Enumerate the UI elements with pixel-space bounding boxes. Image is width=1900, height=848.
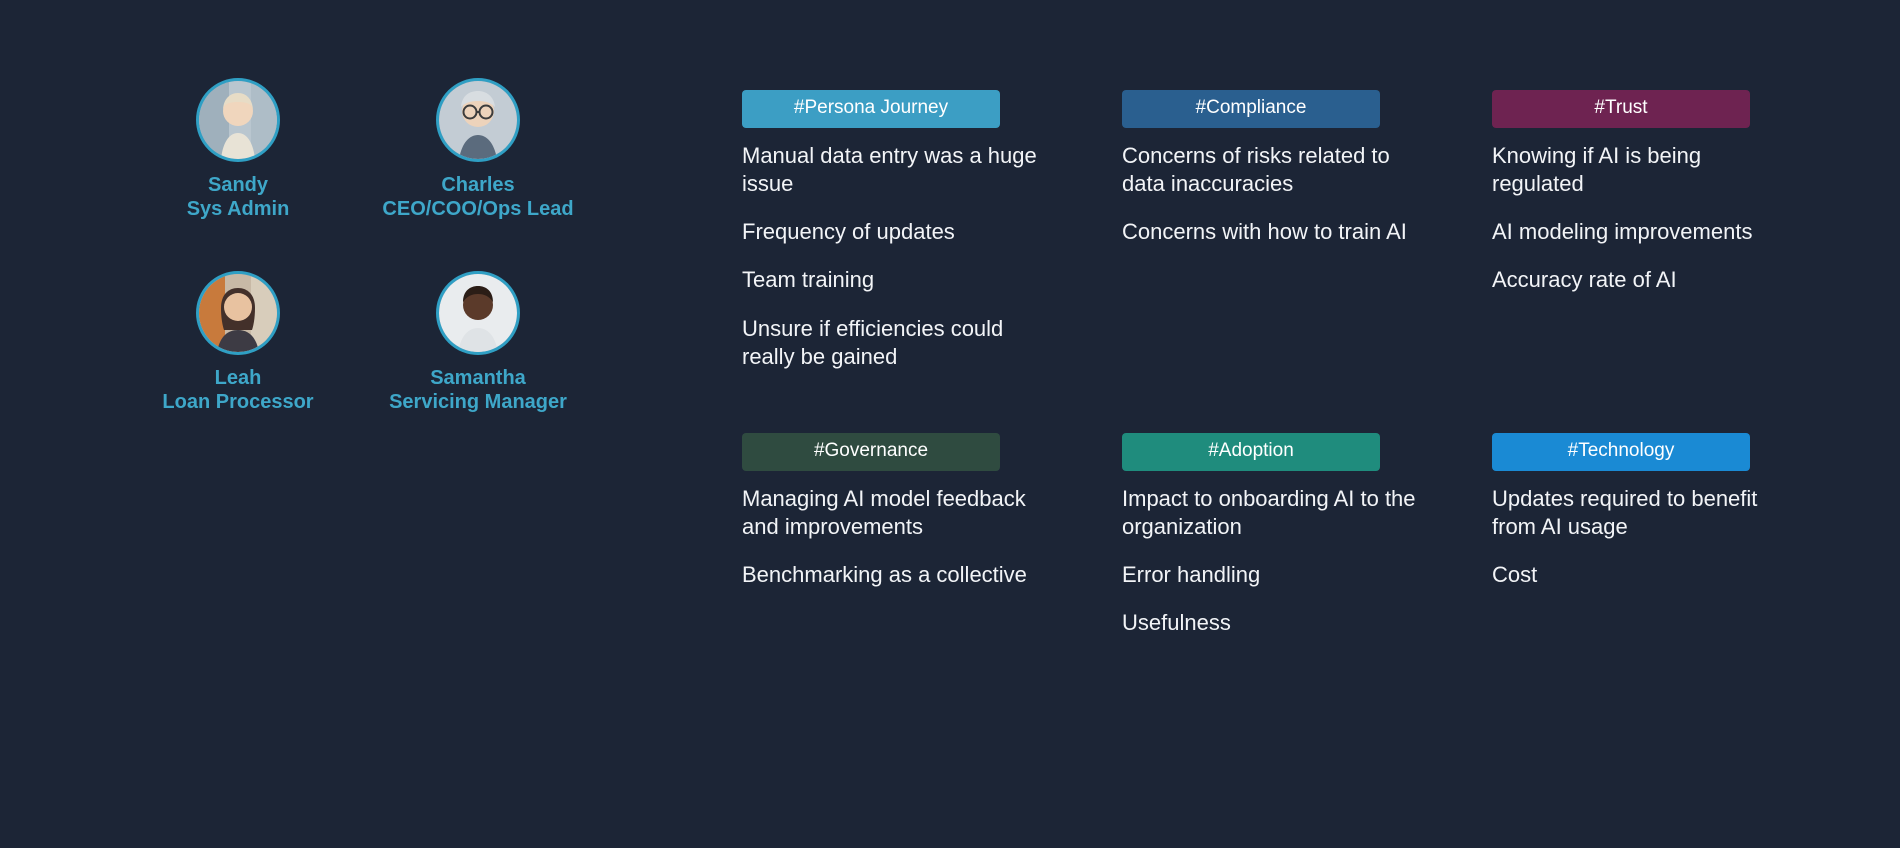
man-short-hair-portrait-photo (439, 274, 517, 352)
theme-item-list (742, 485, 1042, 589)
theme-item-list (1122, 142, 1422, 246)
list-item: Usefulness (1122, 610, 1231, 636)
persona-card (118, 78, 358, 221)
avatar (196, 271, 280, 355)
list-item: Cost (1492, 562, 1538, 588)
list-item: Concerns of risks related to data inaccuracies (1122, 143, 1390, 197)
avatar (196, 78, 280, 162)
theme-item-list (1492, 142, 1792, 295)
persona-role: Servicing Manager (389, 390, 567, 413)
list-item: Concerns with how to train AI (1122, 219, 1407, 245)
theme-group-technology (1492, 433, 1758, 638)
avatar-illustration (199, 274, 277, 352)
theme-tag: #Technology (1492, 433, 1750, 471)
theme-group-governance (742, 433, 1027, 638)
avatar (436, 78, 520, 162)
persona-role: CEO/COO/Ops Lead (382, 197, 574, 220)
avatar-illustration (439, 81, 517, 159)
theme-group-adoption (1122, 433, 1416, 638)
list-item: Error handling (1122, 562, 1261, 588)
persona-grid (118, 78, 598, 414)
persona-card (358, 78, 598, 221)
avatar-illustration (199, 81, 277, 159)
persona-card (118, 271, 358, 414)
persona-name: Sandy (207, 174, 269, 196)
theme-item-list (1122, 485, 1422, 638)
theme-item-list (1492, 485, 1792, 589)
older-man-glasses-portrait-photo (439, 81, 517, 159)
theme-tag: #Adoption (1122, 433, 1380, 471)
persona-name: Leah (214, 367, 262, 390)
theme-group-persona-journey (742, 90, 1037, 371)
persona-name: Charles (441, 174, 515, 196)
list-item: Accuracy rate of AI (1492, 267, 1677, 293)
list-item: Team training (742, 267, 875, 293)
avatar (436, 271, 520, 355)
list-item: Updates required to benefit from AI usage (1492, 485, 1758, 540)
theme-tag: #Trust (1492, 90, 1750, 128)
persona-name: Samantha (430, 367, 526, 390)
theme-tag: #Persona Journey (742, 90, 1000, 128)
list-item: Managing AI model feedback and improvements (742, 485, 1026, 540)
persona-card (358, 271, 598, 414)
persona-role: Loan Processor (162, 390, 314, 413)
list-item: Impact to onboarding AI to the organization (1122, 485, 1416, 540)
theme-tag: #Compliance (1122, 90, 1380, 128)
list-item: AI modeling improvements (1492, 219, 1753, 245)
list-item: Frequency of updates (742, 219, 955, 245)
theme-group-compliance (1122, 90, 1407, 371)
woman-blonde-portrait-photo (199, 81, 277, 159)
theme-item-list (742, 142, 1042, 371)
list-item: Knowing if AI is being regulated (1492, 143, 1702, 197)
woman-long-hair-portrait-photo (199, 274, 277, 352)
list-item: Unsure if efficiencies could really be gained (742, 315, 1004, 369)
list-item: Benchmarking as a collective (742, 562, 1027, 588)
avatar-illustration (439, 274, 517, 352)
theme-grid (742, 90, 1852, 638)
list-item: Manual data entry was a huge issue (742, 143, 1037, 197)
theme-group-trust (1492, 90, 1752, 371)
persona-role: Sys Admin (186, 197, 290, 220)
theme-tag: #Governance (742, 433, 1000, 471)
